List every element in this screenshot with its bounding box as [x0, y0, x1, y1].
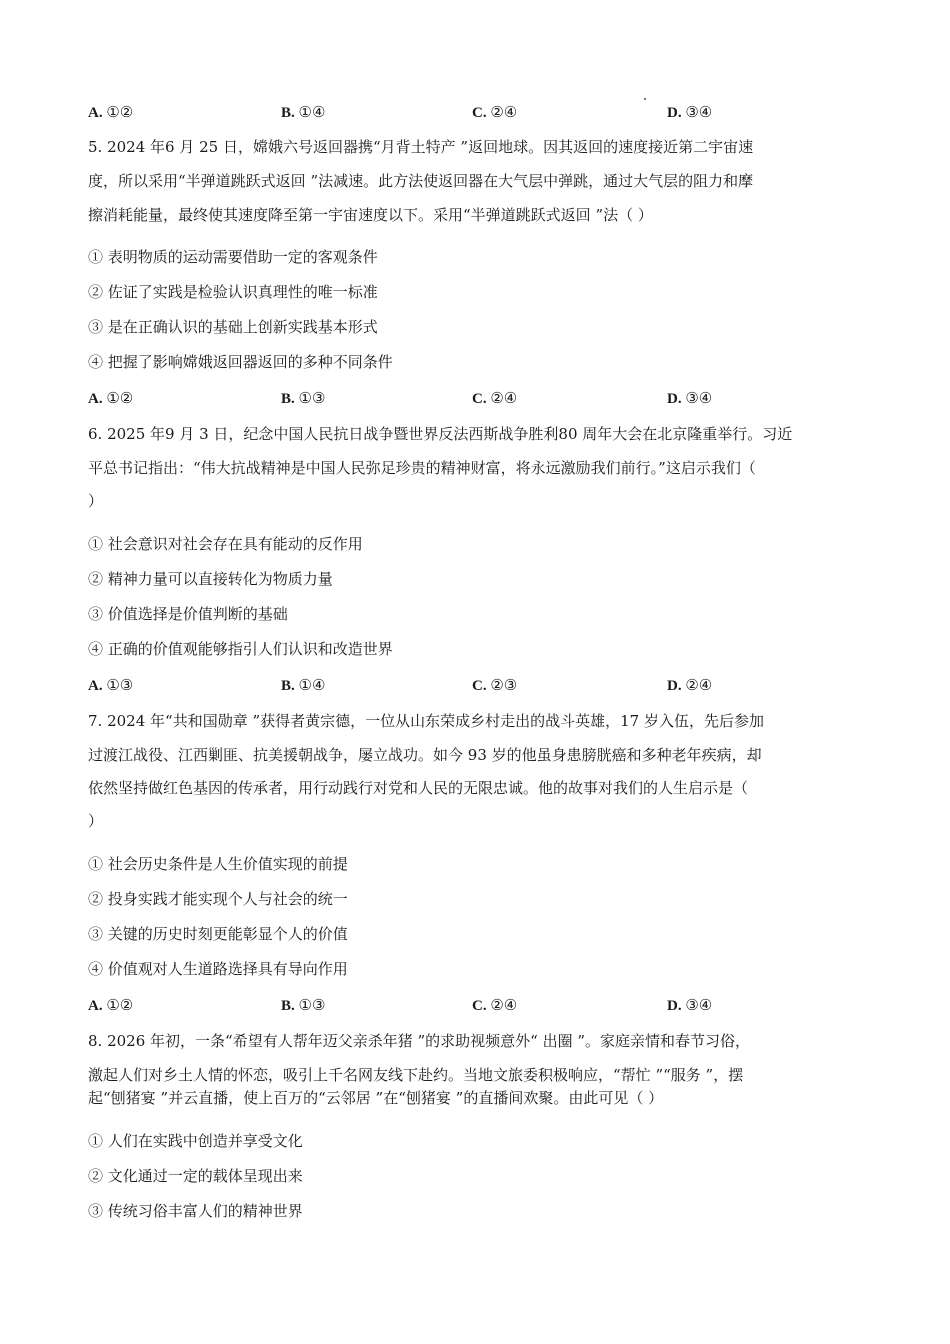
q7-stem-line: ） — [88, 812, 104, 830]
q8-stem-line: 起“刨猪宴 ”并云直播，使上百万的“云邻居 ”在“刨猪宴 ”的直播间欢聚。由此可见（ ） — [88, 1089, 664, 1107]
q4-options — [88, 101, 848, 123]
q5-option-d[interactable]: D. ③④ — [667, 389, 713, 407]
q7-statement: ② 投身实践才能实现个人与社会的统一 — [88, 890, 348, 908]
q6-stem-line: 平总书记指出：“伟大抗战精神是中国人民弥足珍贵的精神财富，将永远激励我们前行。”这启示我们（ — [88, 459, 756, 477]
q5-options — [88, 387, 848, 409]
q6-stem-line: ） — [88, 492, 104, 510]
q8-stem-line: 激起人们对乡土人情的怀恋，吸引上千名网友线下赴约。当地文旅委积极响应，“帮忙 ”“服务 ”，摆 — [88, 1066, 744, 1084]
q6-statement: ① 社会意识对社会存在具有能动的反作用 — [88, 535, 363, 553]
q6-option-b[interactable]: B. ①④ — [281, 676, 326, 694]
q5-option-a[interactable]: A. ①② — [88, 389, 134, 407]
q5-statement: ④ 把握了影响嫦娥返回器返回的多种不同条件 — [88, 353, 393, 371]
q5-statement: ① 表明物质的运动需要借助一定的客观条件 — [88, 248, 378, 266]
q6-option-a[interactable]: A. ①③ — [88, 676, 134, 694]
q5-stem-line: 擦消耗能量，最终使其速度降至第一宇宙速度以下。采用“半弹道跳跃式返回 ”法（ ） — [88, 206, 653, 224]
q6-statement: ④ 正确的价值观能够指引人们认识和改造世界 — [88, 640, 393, 658]
q5-stem-line: 5. 2024 年6 月 25 日，嫦娥六号返回器携“月背土特产 ”返回地球。因其返回的速度接近第二宇宙速 — [88, 138, 754, 156]
q7-statement: ④ 价值观对人生道路选择具有导向作用 — [88, 960, 348, 978]
q4-option-b[interactable]: B. ①④ — [281, 103, 326, 121]
stray-mark — [644, 98, 646, 100]
q5-statement: ② 佐证了实践是检验认识真理性的唯一标准 — [88, 283, 378, 301]
q4-option-a[interactable]: A. ①② — [88, 103, 134, 121]
q6-options — [88, 674, 848, 696]
q7-option-a[interactable]: A. ①② — [88, 996, 134, 1014]
q7-option-d[interactable]: D. ③④ — [667, 996, 713, 1014]
q7-stem-line: 依然坚持做红色基因的传承者，用行动践行对党和人民的无限忠诚。他的故事对我们的人生启示是（ — [88, 779, 749, 797]
q4-option-d[interactable]: D. ③④ — [667, 103, 713, 121]
q7-statement: ③ 关键的历史时刻更能彰显个人的价值 — [88, 925, 348, 943]
q7-stem-line: 过渡江战役、江西剿匪、抗美援朝战争，屡立战功。如今 93 岁的他虽身患膀胱癌和多种老年疾病，却 — [88, 746, 762, 764]
q4-option-c[interactable]: C. ②④ — [472, 103, 518, 121]
q5-stem-line: 度，所以采用“半弹道跳跃式返回 ”法减速。此方法使返回器在大气层中弹跳，通过大气层的阻力和摩 — [88, 172, 754, 190]
q8-statement: ② 文化通过一定的载体呈现出来 — [88, 1167, 303, 1185]
q6-statement: ② 精神力量可以直接转化为物质力量 — [88, 570, 333, 588]
q6-option-c[interactable]: C. ②③ — [472, 676, 518, 694]
q5-option-b[interactable]: B. ①③ — [281, 389, 326, 407]
q8-stem-line: 8. 2026 年初，一条“希望有人帮年迈父亲杀年猪 ”的求助视频意外“ 出圈 ”。家庭亲情和春节习俗， — [88, 1032, 751, 1050]
q8-statement: ① 人们在实践中创造并享受文化 — [88, 1132, 303, 1150]
q8-statement: ③ 传统习俗丰富人们的精神世界 — [88, 1202, 303, 1220]
q7-statement: ① 社会历史条件是人生价值实现的前提 — [88, 855, 348, 873]
q7-options — [88, 994, 848, 1016]
q7-option-c[interactable]: C. ②④ — [472, 996, 518, 1014]
q5-statement: ③ 是在正确认识的基础上创新实践基本形式 — [88, 318, 378, 336]
q7-option-b[interactable]: B. ①③ — [281, 996, 326, 1014]
q6-statement: ③ 价值选择是价值判断的基础 — [88, 605, 288, 623]
q7-stem-line: 7. 2024 年“共和国勋章 ”获得者黄宗德，一位从山东荣成乡村走出的战斗英雄，17 岁入伍，先后参加 — [88, 712, 764, 730]
q5-option-c[interactable]: C. ②④ — [472, 389, 518, 407]
q6-stem-line: 6. 2025 年9 月 3 日，纪念中国人民抗日战争暨世界反法西斯战争胜利80 周年大会在北京隆重举行。习近 — [88, 425, 793, 443]
q6-option-d[interactable]: D. ②④ — [667, 676, 713, 694]
